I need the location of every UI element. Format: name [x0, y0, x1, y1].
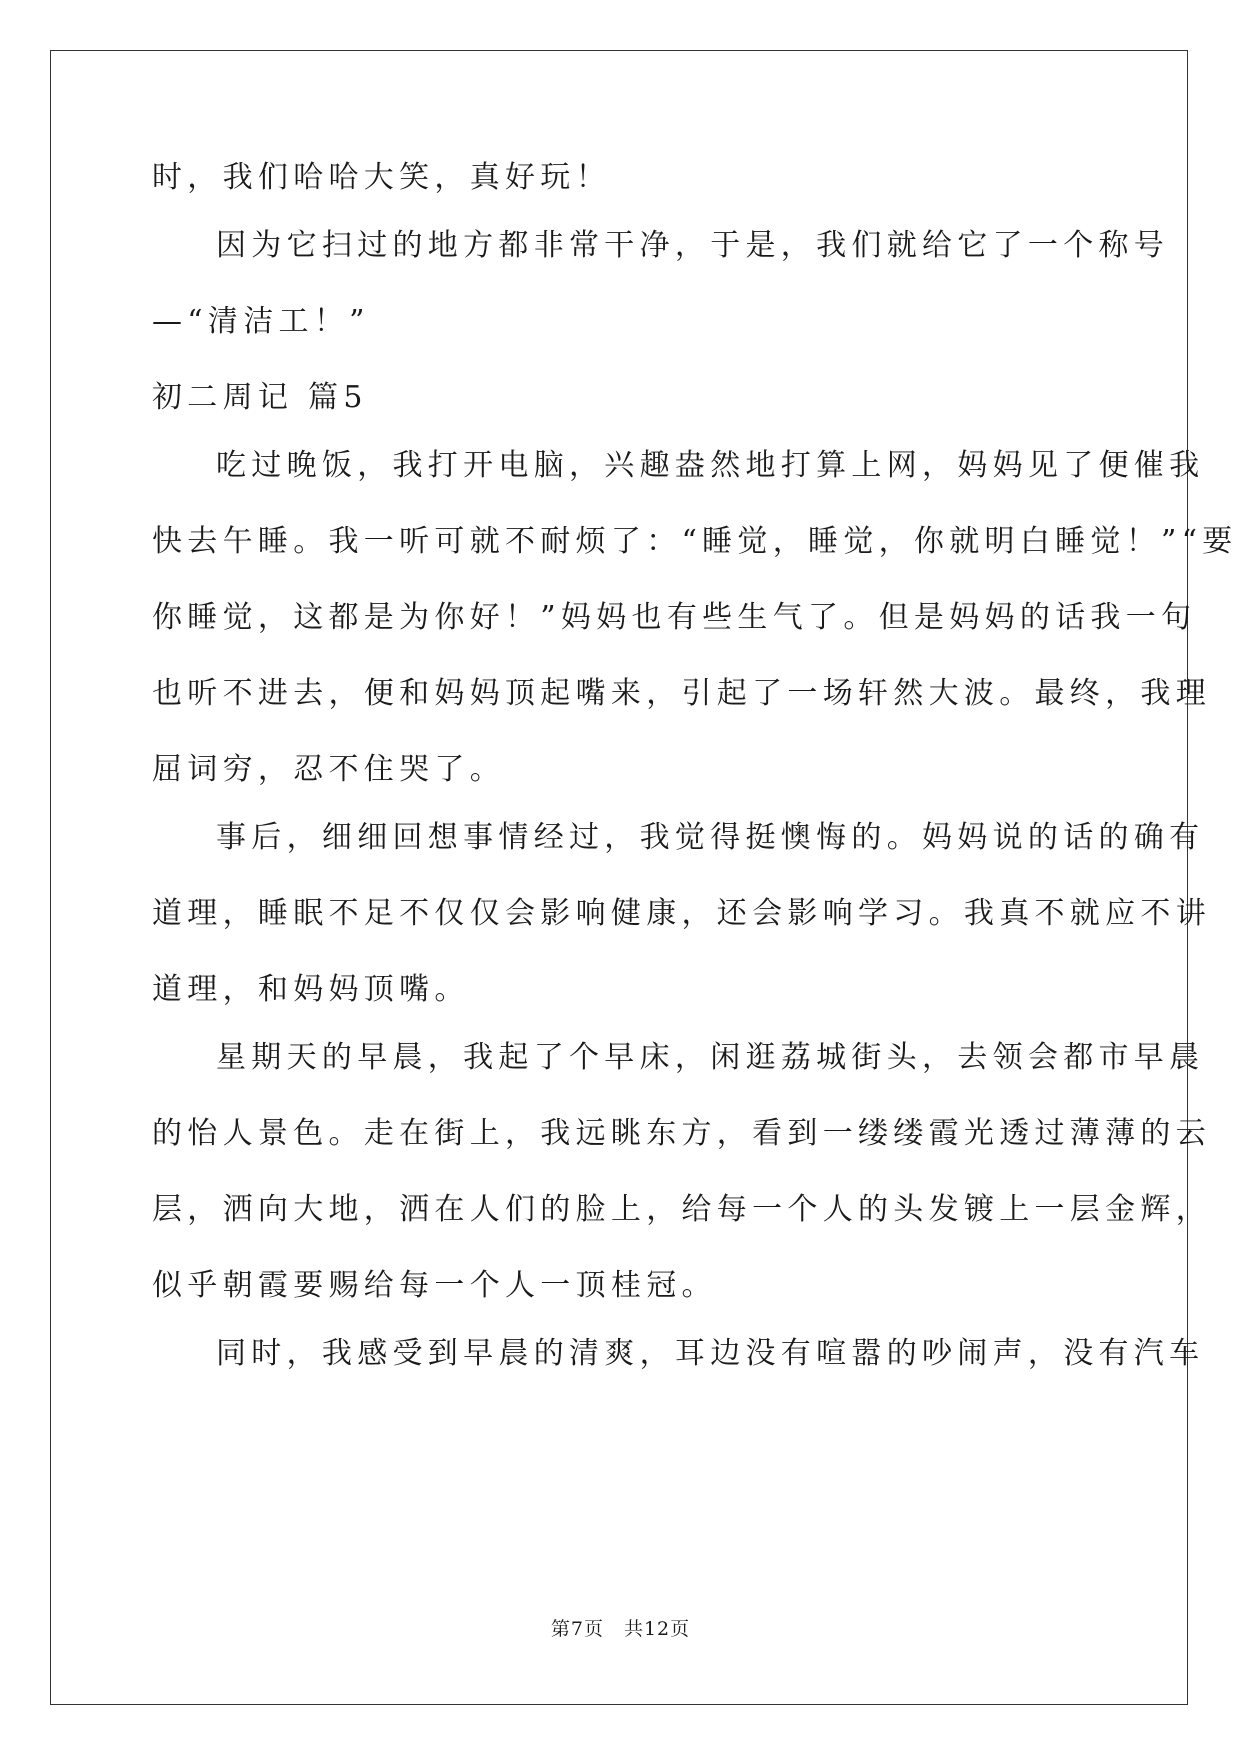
page-border: [50, 50, 1188, 1705]
text-line: 屈词穷，忍不住哭了。: [152, 752, 505, 787]
paragraph-start-line: 同时，我感受到早晨的清爽，耳边没有喧嚣的吵闹声，没有汽车: [216, 1336, 1205, 1371]
paragraph-start-line: 因为它扫过的地方都非常干净，于是，我们就给它了一个称号: [216, 228, 1170, 263]
text-line: 快去午睡。我一听可就不耐烦了：“睡觉，睡觉，你就明白睡觉！”“要: [152, 524, 1238, 559]
text-line: 道理，和妈妈顶嘴。: [152, 972, 470, 1007]
text-line: —“清洁工！”: [152, 304, 370, 339]
page-number-footer: 第7页 共12页: [550, 1618, 691, 1640]
text-line: 也听不进去，便和妈妈顶起嘴来，引起了一场轩然大波。最终，我理: [152, 676, 1211, 711]
paragraph-start-line: 星期天的早晨，我起了个早床，闲逛荔城街头，去领会都市早晨: [216, 1040, 1205, 1075]
text-line: 的怡人景色。走在街上，我远眺东方，看到一缕缕霞光透过薄薄的云: [152, 1116, 1211, 1151]
text-line: 似乎朝霞要赐给每一个人一顶桂冠。: [152, 1268, 717, 1303]
text-line: 道理，睡眠不足不仅仅会影响健康，还会影响学习。我真不就应不讲: [152, 896, 1211, 931]
text-line: 层，洒向大地，洒在人们的脸上，给每一个人的头发镀上一层金辉，: [152, 1192, 1211, 1227]
text-line: 时，我们哈哈大笑，真好玩！: [152, 160, 611, 195]
text-line: 你睡觉，这都是为你好！”妈妈也有些生气了。但是妈妈的话我一句: [152, 600, 1197, 635]
section-heading: 初二周记 篇5: [152, 380, 368, 415]
paragraph-start-line: 事后，细细回想事情经过，我觉得挺懊悔的。妈妈说的话的确有: [216, 820, 1205, 855]
paragraph-start-line: 吃过晚饭，我打开电脑，兴趣盎然地打算上网，妈妈见了便催我: [216, 448, 1205, 483]
